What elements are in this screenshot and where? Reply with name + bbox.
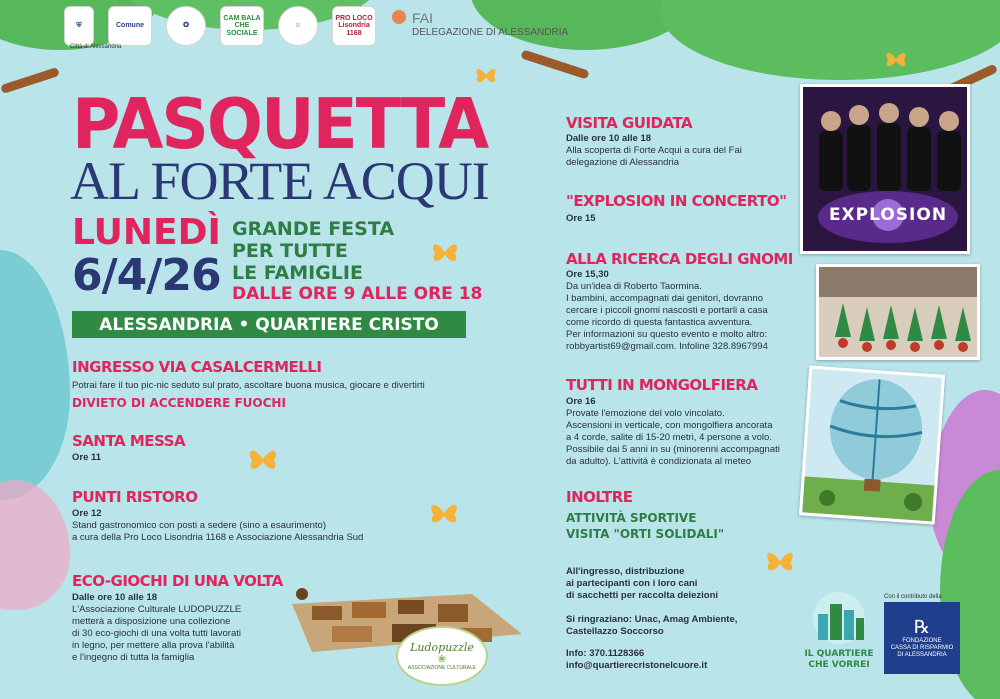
ludopuzzle-name: Ludopuzzle: [410, 641, 474, 654]
ristoro-line: Stand gastronomico con posti a sedere (sino a esaurimento): [72, 520, 326, 531]
ingresso-heading: INGRESSO VIA CASALCERMELLI: [72, 358, 322, 376]
butterfly-icon: [764, 546, 796, 576]
cani-line: All'ingresso, distribuzione: [566, 566, 685, 577]
gnomi-line: Per informazioni su questo evento e molto altro:: [566, 329, 768, 340]
time-range: DALLE ORE 9 ALLE ORE 18: [232, 284, 483, 304]
fondazione-line: CASSA DI RISPARMIO: [890, 644, 954, 651]
leaf-icon: ❀: [437, 654, 447, 665]
easter-egg-decoration: [0, 250, 70, 500]
visita-text: [566, 145, 742, 169]
concerto-heading: "EXPLOSION IN CONCERTO": [566, 192, 787, 210]
eco-line: metterà a disposizione una collezione: [72, 616, 231, 627]
mongolfiera-line: Provate l'emozione del volo vincolato.: [566, 408, 725, 419]
gnomi-line: cercare i piccoli gnomi nascosti e portarli a casa: [566, 305, 768, 316]
concerto-time: Ore 15: [566, 213, 596, 224]
city-caption: Città di Alessandria: [70, 44, 122, 50]
ristoro-heading: PUNTI RISTORO: [72, 488, 198, 506]
gnomes-photo: [816, 264, 980, 360]
festa-text: [232, 218, 394, 284]
fai-name: FAI: [412, 10, 434, 26]
ludopuzzle-logo: [396, 626, 488, 686]
quartiere-line: CHE VORREI: [808, 660, 870, 670]
inoltre-heading: INOLTRE: [566, 488, 633, 506]
fondazione-line: FONDAZIONE: [902, 637, 942, 644]
fondazione-section: [884, 594, 964, 674]
date-label: 6/4/26: [72, 250, 221, 301]
fire-warning: DIVIETO DI ACCENDERE FUOCHI: [72, 396, 286, 410]
eco-line: e l'ingegno di tutta la famiglia: [72, 652, 195, 663]
eco-line: L'Associazione Culturale LUDOPUZZLE: [72, 604, 242, 615]
contrib-label: Con il contributo della: [884, 594, 942, 600]
fai-sub: DELEGAZIONE DI ALESSANDRIA: [412, 27, 569, 38]
cambalache-logo: CAM BALA CHE SOCIALE: [220, 6, 264, 46]
ingresso-text: Potrai fare il tuo pic-nic seduto sul prato, ascoltare buona musica, giocare e divertirti: [72, 380, 425, 391]
fai-icon: [392, 10, 406, 24]
gnomi-line: Da un'idea di Roberto Taormina.: [566, 281, 702, 292]
branch-decoration: [0, 67, 60, 94]
cani-note: [566, 566, 718, 602]
thanks-note: [566, 614, 737, 638]
fondazione-logo: [884, 602, 960, 674]
butterfly-icon: [430, 238, 460, 266]
messa-heading: SANTA MESSA: [72, 432, 186, 450]
ludopuzzle-sub: ASSOCIAZIONE CULTURALE: [407, 665, 477, 671]
visita-time: Dalle ore 10 alle 18: [566, 133, 652, 144]
inoltre-item: VISITA "ORTI SOLIDALI": [566, 527, 725, 541]
ristoro-time: Ore 12: [72, 508, 102, 519]
info-email: info@quartierecristonelcuore.it: [566, 660, 708, 671]
eco-text: [72, 604, 241, 664]
title-forte-acqui: AL FORTE ACQUI: [70, 151, 489, 211]
fai-logo: [392, 10, 568, 39]
cani-line: ai partecipanti con i loro cani: [566, 578, 698, 589]
butterfly-icon: [884, 48, 908, 70]
gnomi-text: [566, 281, 768, 353]
band-photo: [800, 84, 970, 254]
city-crest-logo: ⛨: [64, 6, 94, 46]
mongolfiera-time: Ore 16: [566, 396, 596, 407]
quartiere-line: IL QUARTIERE: [804, 649, 874, 659]
cani-line: di sacchetti per raccolta deiezioni: [566, 590, 719, 601]
gnomi-line: robbyartist69@gmail.com. Infoline 328.8967994: [566, 341, 768, 352]
mongolfiera-line: Ascensioni in verticale, con mongolfiera ancorata: [566, 420, 773, 431]
city-skyline-icon: [804, 588, 874, 644]
sponsor-logos: [64, 6, 376, 46]
title-pasquetta: PASQUETTA: [72, 84, 488, 165]
eco-heading: ECO-GIOCHI DI UNA VOLTA: [72, 572, 283, 590]
mongolfiera-line: da adulto). L'attività è condizionata al meteo: [566, 456, 752, 467]
fondazione-mark-icon: ℞: [913, 616, 931, 638]
tree-canopy-decoration: [660, 0, 1000, 80]
pro-loco-logo: PRO LOCO Lisondria 1168: [332, 6, 376, 46]
sponsor-logo: Comune: [108, 6, 152, 46]
festa-line: PER TUTTE: [232, 240, 348, 262]
sponsor-logo: ✪: [166, 6, 206, 46]
thanks-line: Castellazzo Soccorso: [566, 626, 664, 637]
mongolfiera-line: a 4 corde, salite di 15-20 metri, 4 persone a volo.: [566, 432, 772, 443]
gnomi-time: Ore 15,30: [566, 269, 609, 280]
easter-egg-decoration: [0, 480, 70, 610]
ristoro-text: [72, 520, 363, 544]
hot-air-balloon-photo: [799, 365, 945, 524]
eco-line: in legno, per mettere alla prova l'abilità: [72, 640, 235, 651]
butterfly-icon: [246, 444, 280, 474]
eco-line: di 30 eco-giochi di una volta tutti lavorati: [72, 628, 241, 639]
eco-time: Dalle ore 10 alle 18: [72, 592, 158, 603]
branch-decoration: [520, 49, 589, 79]
visita-heading: VISITA GUIDATA: [566, 114, 693, 132]
visita-line: delegazione di Alessandria: [566, 157, 680, 168]
gnomi-line: I bambini, accompagnati dai genitori, dovranno: [566, 293, 763, 304]
festa-line: GRANDE FESTA: [232, 218, 395, 240]
festa-line: LE FAMIGLIE: [232, 262, 363, 284]
day-label: LUNEDÌ: [72, 212, 221, 253]
contact-info: [566, 648, 707, 672]
messa-time: Ore 11: [72, 452, 102, 463]
gnomi-heading: ALLA RICERCA DEGLI GNOMI: [566, 250, 793, 268]
mongolfiera-text: [566, 408, 780, 468]
inoltre-item: ATTIVITÀ SPORTIVE: [566, 511, 697, 525]
band-name: EXPLOSION: [828, 205, 948, 225]
butterfly-icon: [428, 498, 460, 528]
inoltre-list: [566, 510, 724, 542]
ristoro-line: a cura della Pro Loco Lisondria 1168 e Associazione Alessandria Sud: [72, 532, 364, 543]
thanks-line: Si ringraziano: Unac, Amag Ambiente,: [566, 614, 738, 625]
fondazione-line: DI ALESSANDRIA: [897, 651, 947, 658]
gnomi-line: come ricordo di questa fantastica avventura.: [566, 317, 753, 328]
quartiere-logo: [804, 588, 874, 678]
visita-line: Alla scoperta di Forte Acqui a cura del Fai: [566, 145, 742, 156]
butterfly-icon: [474, 64, 498, 86]
mongolfiera-line: Possibile dai 5 anni in su (minorenni accompagnati: [566, 444, 780, 455]
info-phone: Info: 370.1128366: [566, 648, 645, 659]
sponsor-logo: ☺: [278, 6, 318, 46]
location-banner: ALESSANDRIA • QUARTIERE CRISTO: [72, 311, 466, 338]
mongolfiera-heading: TUTTI IN MONGOLFIERA: [566, 376, 758, 394]
